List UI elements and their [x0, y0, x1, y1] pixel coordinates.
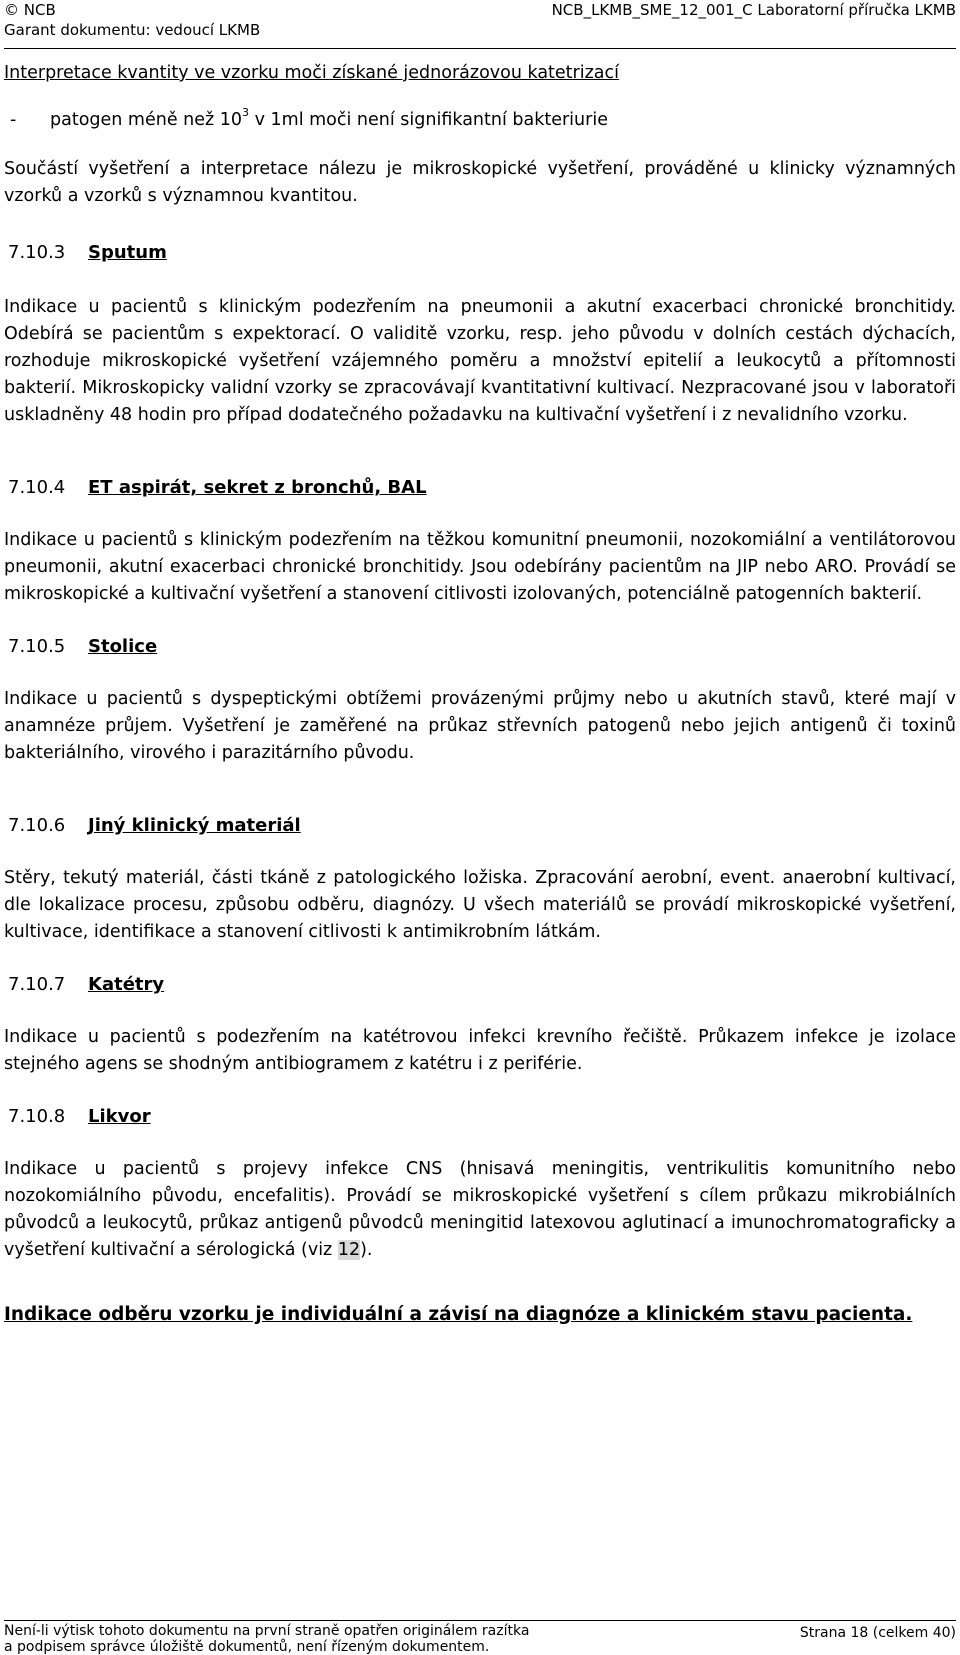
document-guarantor: Garant dokumentu: vedoucí LKMB [4, 21, 261, 39]
intro-heading: Interpretace kvantity ve vzorku moči získané jednorázovou katetrizací [4, 63, 619, 83]
section-title: Stolice [88, 636, 158, 657]
section-number: 7.10.6 [8, 815, 66, 836]
section-number: 7.10.4 [8, 477, 66, 498]
document-body [4, 60, 956, 1328]
document-code: NCB_LKMB_SME_12_001_C Laboratorní příručka LKMB [551, 1, 956, 19]
section-number: 7.10.5 [8, 636, 66, 657]
likvor-text-tail: ). [360, 1240, 373, 1260]
section-heading-likvor [4, 1104, 956, 1130]
section-heading-stolice [4, 634, 956, 660]
intro-paragraph: Součástí vyšetření a interpretace nálezu je mikroskopické vyšetření, prováděné u klinicky významných vzorků a vzorků s významnou kvantitou. [4, 159, 956, 206]
section-number: 7.10.7 [8, 974, 66, 995]
section-text-jiny-material: Stěry, tekutý materiál, části tkáně z patologického ložiska. Zpracování aerobní, event. anaerobní kultivací, dle lokalizace procesu, způsobu odběru, diagnózy. U všech materiálů se provádí mikroskopické vyšetření, kultivace, identifikace a stanovení citlivosti k antimikrobním látkám. [4, 868, 956, 942]
bullet-text-a: patogen méně než 10 [50, 110, 243, 130]
page-number: Strana 18 (celkem 40) [799, 1625, 956, 1641]
section-number: 7.10.8 [8, 1106, 66, 1127]
footer-disclaimer-line1: Není-li výtisk tohoto dokumentu na první straně opatřen originálem razítka [4, 1623, 530, 1639]
section-heading-katetry [4, 972, 956, 998]
bullet-item [4, 107, 956, 134]
copyright: © NCB [4, 1, 56, 19]
section-title: Jiný klinický materiál [88, 815, 301, 836]
section-title: Likvor [88, 1106, 151, 1127]
section-heading-et-aspirat [4, 475, 956, 501]
section-text-likvor [4, 1156, 956, 1264]
section-text-et-aspirat: Indikace u pacientů s klinickým podezřením na těžkou komunitní pneumonii, nozokomiální a ventilátorovou pneumonii, akutní exacerbaci chronické bronchitidy. Jsou odebírány pacientům na JIP nebo ARO. Provádí se mikroskopické a kultivační vyšetření a stanovení citlivosti izolovaných, potenciálně patogenních bakterií. [4, 530, 956, 604]
section-number: 7.10.3 [8, 242, 66, 263]
header-left [4, 0, 260, 40]
section-text-katetry: Indikace u pacientů s podezřením na katétrovou infekci krevního řečiště. Průkazem infekce je izolace stejného agens se shodným antibiogramem z katétru i z periférie. [4, 1027, 956, 1074]
section-title: ET aspirát, sekret z bronchů, BAL [88, 477, 427, 498]
closing-note: Indikace odběru vzorku je individuální a závisí na diagnóze a klinickém stavu pacienta. [4, 1304, 913, 1325]
page-header [4, 0, 956, 49]
chapter-reference-link[interactable]: 12 [337, 1240, 361, 1260]
footer-left [4, 1623, 529, 1655]
section-title: Katétry [88, 974, 165, 995]
section-text-stolice: Indikace u pacientů s dyspeptickými obtížemi provázenými průjmy nebo u akutních stavů, které mají v anamnéze průjem. Vyšetření je zaměřené na průkaz střevních patogenů nebo jejich antigenů či toxinů bakteriálního, virového i parazitárního původu. [4, 689, 956, 763]
bullet-exponent: 3 [242, 106, 250, 119]
section-text-sputum: Indikace u pacientů s klinickým podezřením na pneumonii a akutní exacerbaci chronické bronchitidy. Odebírá se pacientům s expektorací. O validitě vzorku, resp. jeho původu v dolních cestách dýchacích, rozhoduje mikroskopické vyšetření vzájemného poměru a množství epitelií a leukocytů a přítomnosti bakterií. Mikroskopicky validní vzorky se zpracovávají kvantitativní kultivací. Nezpracované jsou v laboratoři uskladněny 48 hodin pro případ dodatečného požadavku na kultivační vyšetření i z nevalidního vzorku. [4, 297, 956, 425]
section-title: Sputum [88, 242, 167, 263]
section-heading-sputum [4, 240, 956, 266]
bullet-text-b: v 1ml moči není signifikantní bakteriurie [249, 110, 608, 130]
footer-disclaimer-line2: a podpisem správce úložiště dokumentů, není řízeným dokumentem. [4, 1639, 490, 1655]
likvor-text: Indikace u pacientů s projevy infekce CNS (hnisavá meningitis, ventrikulitis komunitního nebo nozokomiálního původu, encefalitis). Provádí se mikroskopické vyšetření s cílem průkazu mikrobiálních původců a leukocytů, průkaz antigenů původců meningitid latexovou aglutinací a imunochromatograficky a vyšetření kultivační a sérologická (viz [4, 1159, 956, 1260]
bullet-dash: - [10, 110, 17, 130]
section-heading-jiny-material [4, 813, 956, 839]
